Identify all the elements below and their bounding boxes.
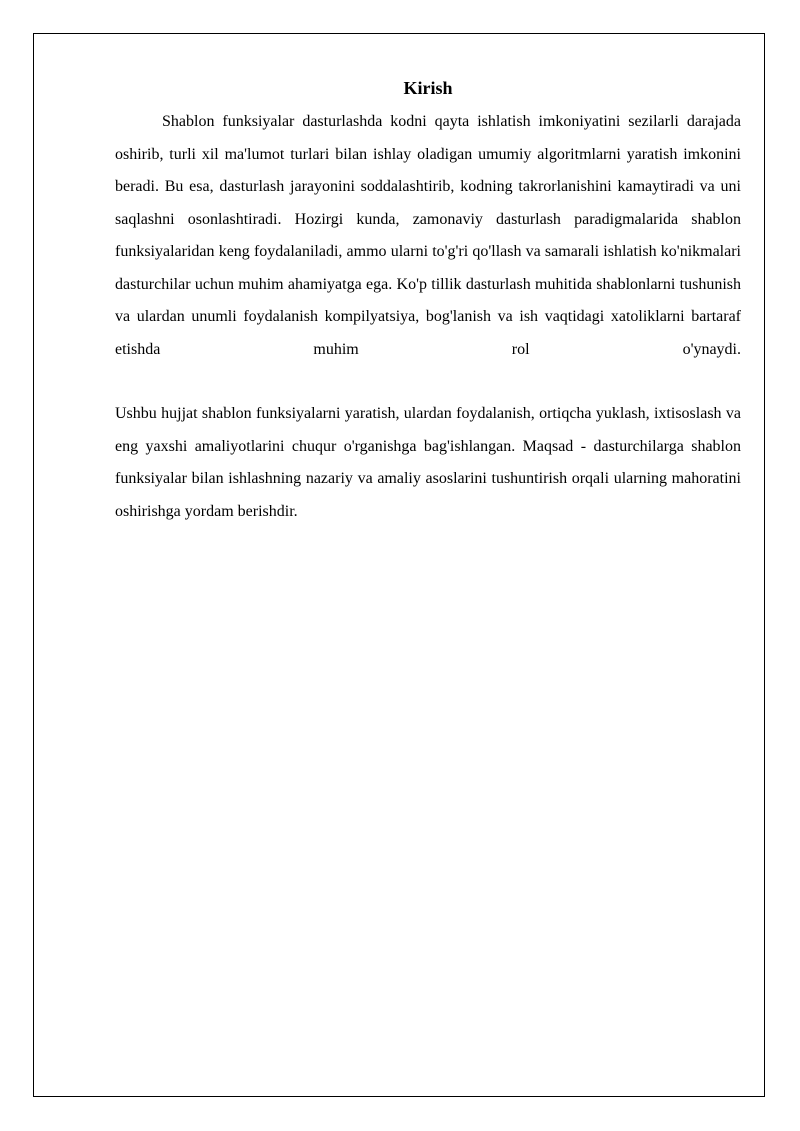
page-title: Kirish	[403, 78, 453, 98]
paragraph-intro: Shablon funksiyalar dasturlashda kodni qayta ishlatish imkoniyatini sezilarli darajada oshirib, turli xil ma'lumot turlari bilan ishlay oladigan umumiy algoritmlarni yaratish imkonini beradi. Bu esa, dasturlash jarayonini soddalashtirib, kodning takrorlanishini kamaytiradi va uni saqlashni osonlashtiradi. Hozirgi kunda, zamonaviy dasturlash paradigmalarida shablon funksiyalaridan keng foydalaniladi, ammo ularni to'g'ri qo'llash va samarali ishlatish ko'nikmalari dasturchilar uchun muhim ahamiyatga ega. Ko'p tillik dasturlash muhitida shablonlarni tushunish va ulardan unumli foydalanish kompilyatsiya, bog'lanish va ish vaqtidagi xatoliklarni bartaraf etishda muhim rol o'ynaydi.	[115, 113, 741, 358]
paragraph-purpose: Ushbu hujjat shablon funksiyalarni yaratish, ulardan foydalanish, ortiqcha yuklash, ixtisoslash va eng yaxshi amaliyotlarini chuqur o'rganishga bag'ishlangan. Maqsad - dasturchilarga shablon funksiyalar bilan ishlashning nazariy va amaliy asoslarini tushuntirish orqali ularning mahoratini oshirishga yordam berishdir.	[115, 405, 741, 520]
document-body	[115, 76, 741, 528]
